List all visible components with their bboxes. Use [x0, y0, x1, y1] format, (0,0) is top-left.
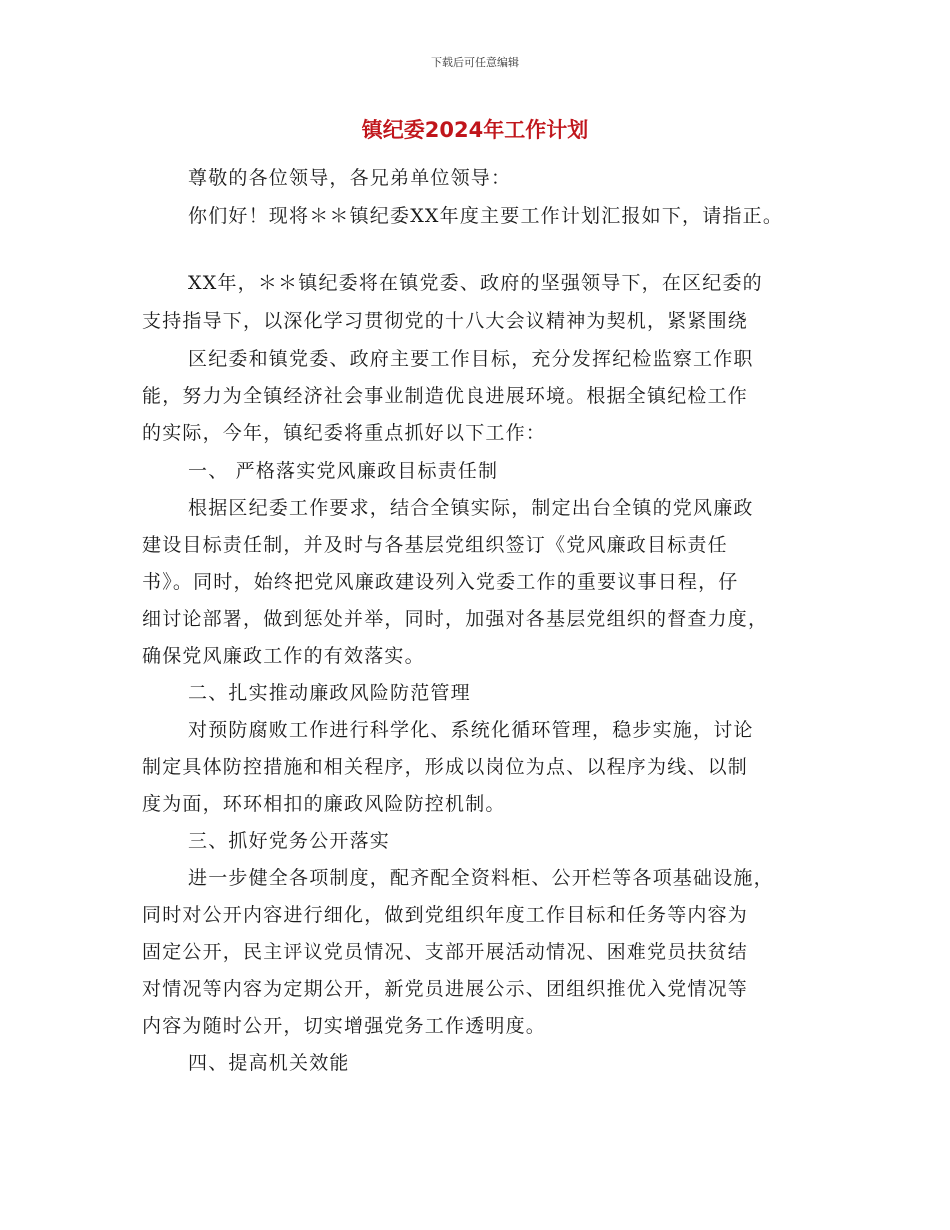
document-title: 镇纪委2024年工作计划	[361, 118, 589, 142]
section-heading: 二、扎实推动廉政风险防范管理	[188, 682, 471, 704]
text-line: 制定具体防控措施和相关程序，形成以岗位为点、以程序为线、以制	[142, 756, 749, 778]
section-heading: 四、提高机关效能	[188, 1052, 350, 1074]
text-line: 确保党风廉政工作的有效落实。	[142, 645, 425, 667]
page-header-note: 下载后可任意编辑	[431, 56, 519, 69]
text-line: XX年，＊＊镇纪委将在镇党委、政府的坚强领导下，在区纪委的	[188, 272, 763, 294]
section-heading: 一、 严格落实党风廉政目标责任制	[188, 460, 499, 482]
text-line: 的实际，今年，镇纪委将重点抓好以下工作：	[142, 422, 547, 444]
text-line: 固定公开，民主评议党员情况、支部开展活动情况、困难党员扶贫结	[142, 941, 749, 963]
text-line: 你们好！现将＊＊镇纪委XX年度主要工作计划汇报如下，请指正。	[188, 205, 784, 227]
section-heading: 三、抓好党务公开落实	[188, 830, 391, 852]
text-line: 尊敬的各位领导，各兄弟单位领导：	[188, 167, 512, 189]
text-line: 区纪委和镇党委、政府主要工作目标，充分发挥纪检监察工作职	[188, 348, 754, 370]
text-line: 度为面，环环相扣的廉政风险防控机制。	[142, 793, 506, 815]
text-line: 细讨论部署，做到惩处并举，同时，加强对各基层党组织的督查力度，	[142, 608, 769, 630]
text-line: 建设目标责任制，并及时与各基层党组织签订《党风廉政目标责任	[142, 534, 728, 556]
text-line: 根据区纪委工作要求，结合全镇实际，制定出台全镇的党风廉政	[188, 497, 754, 519]
text-line: 支持指导下，以深化学习贯彻党的十八大会议精神为契机，紧紧围绕	[142, 310, 749, 332]
text-line: 内容为随时公开，切实增强党务工作透明度。	[142, 1015, 547, 1037]
text-line: 书》。同时，始终把党风廉政建设列入党委工作的重要议事日程，仔	[142, 571, 739, 593]
text-line: 同时对公开内容进行细化，做到党组织年度工作目标和任务等内容为	[142, 904, 749, 926]
text-line: 能，努力为全镇经济社会事业制造优良进展环境。根据全镇纪检工作	[142, 385, 749, 407]
text-line: 进一步健全各项制度，配齐配全资料柜、公开栏等各项基础设施，	[188, 867, 774, 889]
text-line: 对情况等内容为定期公开，新党员进展公示、团组织推优入党情况等	[142, 978, 749, 1000]
text-line: 对预防腐败工作进行科学化、系统化循环管理，稳步实施，讨论	[188, 719, 754, 741]
